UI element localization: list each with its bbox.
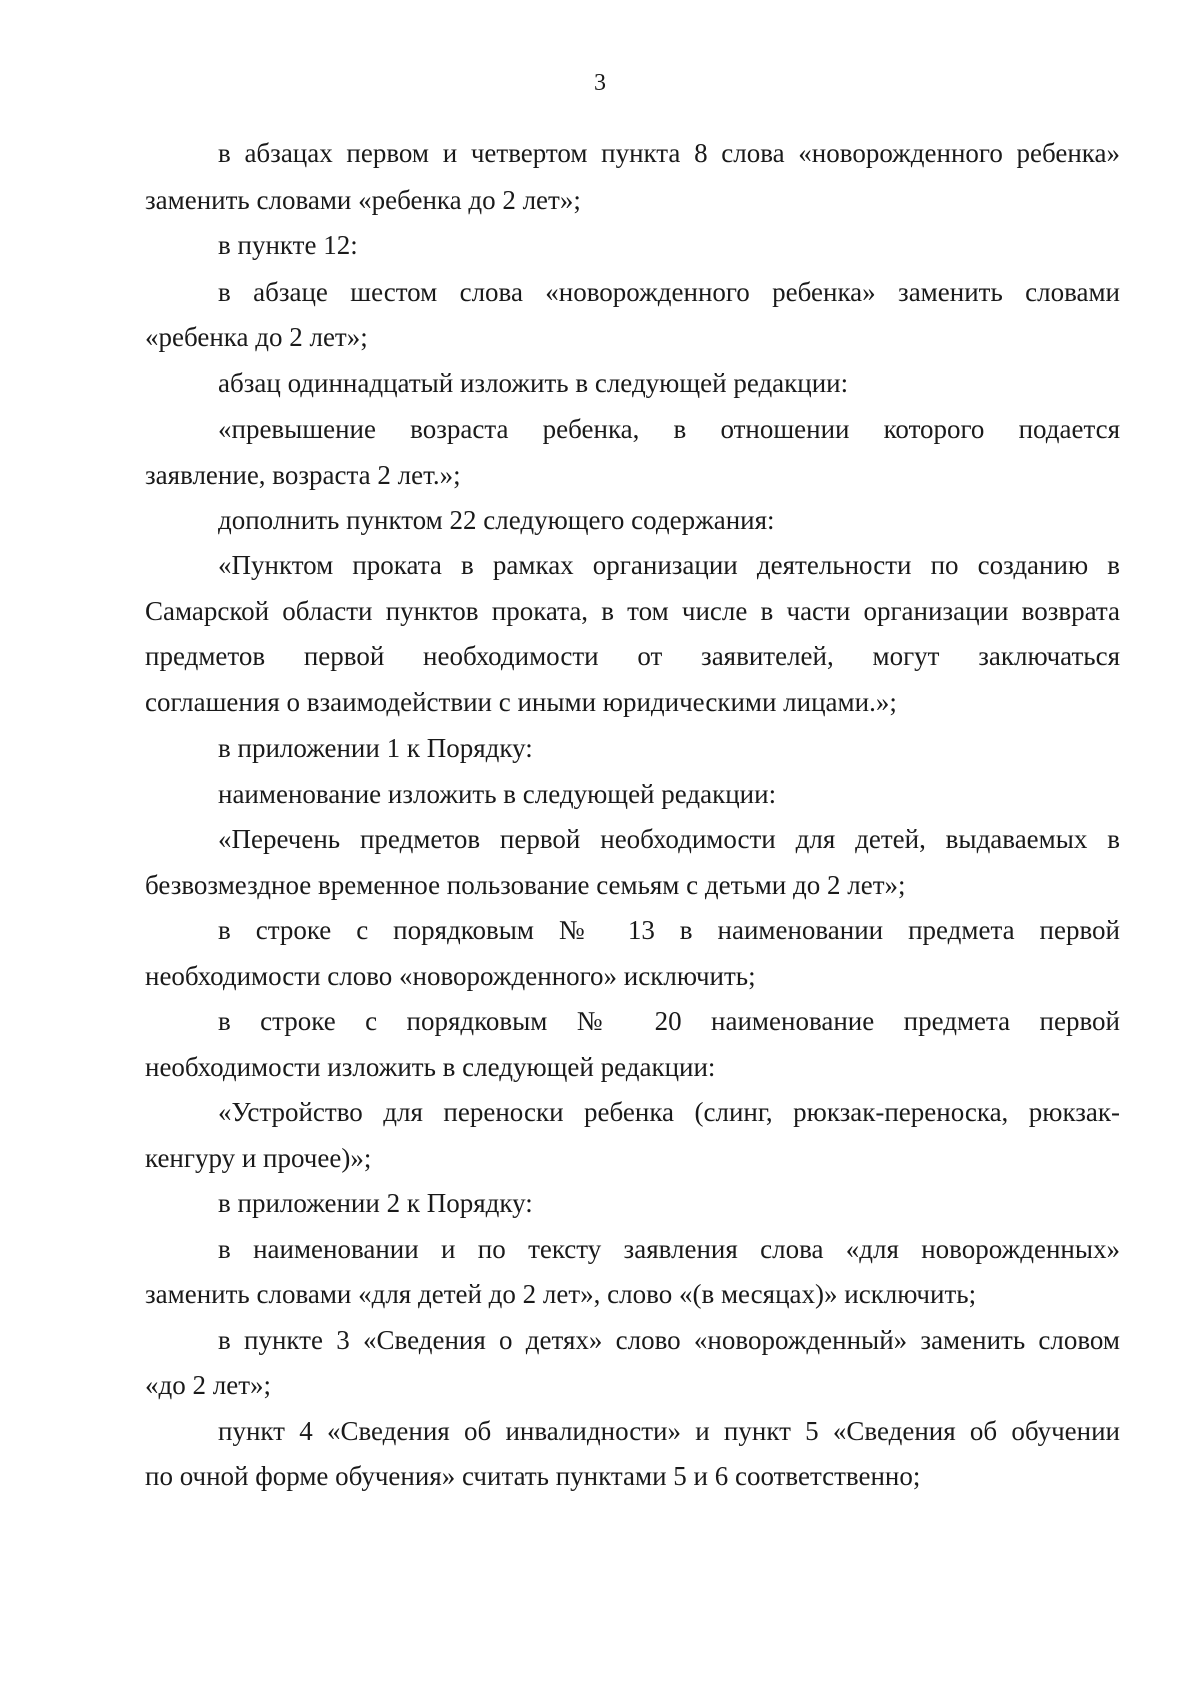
text-line: безвозмездное временное пользование семьям с детьми до 2 лет»;	[145, 870, 906, 900]
text-line: «Устройство для переноски ребенка (слинг, рюкзак-переноска, рюкзак-	[218, 1097, 1120, 1127]
text-line: предметов первой необходимости от заявителей, могут заключаться	[145, 641, 1120, 671]
text-line: заменить словами «для детей до 2 лет», слово «(в месяцах)» исключить;	[145, 1279, 977, 1309]
text-line: абзац одиннадцатый изложить в следующей редакции:	[218, 368, 849, 398]
text-line: «Пунктом проката в рамках организации деятельности по созданию в	[218, 550, 1120, 580]
text-line: заявление, возраста 2 лет.»;	[145, 460, 461, 490]
text-line: «Перечень предметов первой необходимости для детей, выдаваемых в	[218, 824, 1120, 854]
text-line: в строке с порядковым № 13 в наименовании предмета первой	[218, 915, 1120, 945]
text-line: наименование изложить в следующей редакции:	[218, 779, 777, 809]
text-line: заменить словами «ребенка до 2 лет»;	[145, 185, 581, 215]
text-line: дополнить пунктом 22 следующего содержания:	[218, 505, 775, 535]
text-line: «ребенка до 2 лет»;	[145, 322, 368, 352]
text-line: «до 2 лет»;	[145, 1370, 271, 1400]
text-line: Самарской области пунктов проката, в том числе в части организации возврата	[145, 596, 1120, 626]
text-line: необходимости изложить в следующей редакции:	[145, 1052, 716, 1082]
text-line: «превышение возраста ребенка, в отношении которого подается	[218, 414, 1120, 444]
text-line: пункт 4 «Сведения об инвалидности» и пункт 5 «Сведения об обучении	[218, 1416, 1120, 1446]
text-line: в наименовании и по тексту заявления слова «для новорожденных»	[218, 1234, 1120, 1264]
text-line: в строке с порядковым № 20 наименование предмета первой	[218, 1006, 1120, 1036]
text-line: в приложении 1 к Порядку:	[218, 733, 533, 763]
text-line: кенгуру и прочее)»;	[145, 1143, 372, 1173]
text-line: соглашения о взаимодействии с иными юридическими лицами.»;	[145, 687, 897, 717]
text-line: в пункте 12:	[218, 230, 358, 260]
text-line: в абзацах первом и четвертом пункта 8 слова «новорожденного ребенка»	[218, 138, 1120, 168]
text-line: в приложении 2 к Порядку:	[218, 1188, 533, 1218]
text-line: в пункте 3 «Сведения о детях» слово «новорожденный» заменить словом	[218, 1325, 1120, 1355]
page-number: 3	[594, 70, 606, 96]
text-line: в абзаце шестом слова «новорожденного ребенка» заменить словами	[218, 277, 1120, 307]
text-line: по очной форме обучения» считать пунктами 5 и 6 соответственно;	[145, 1461, 921, 1491]
text-line: необходимости слово «новорожденного» исключить;	[145, 961, 756, 991]
